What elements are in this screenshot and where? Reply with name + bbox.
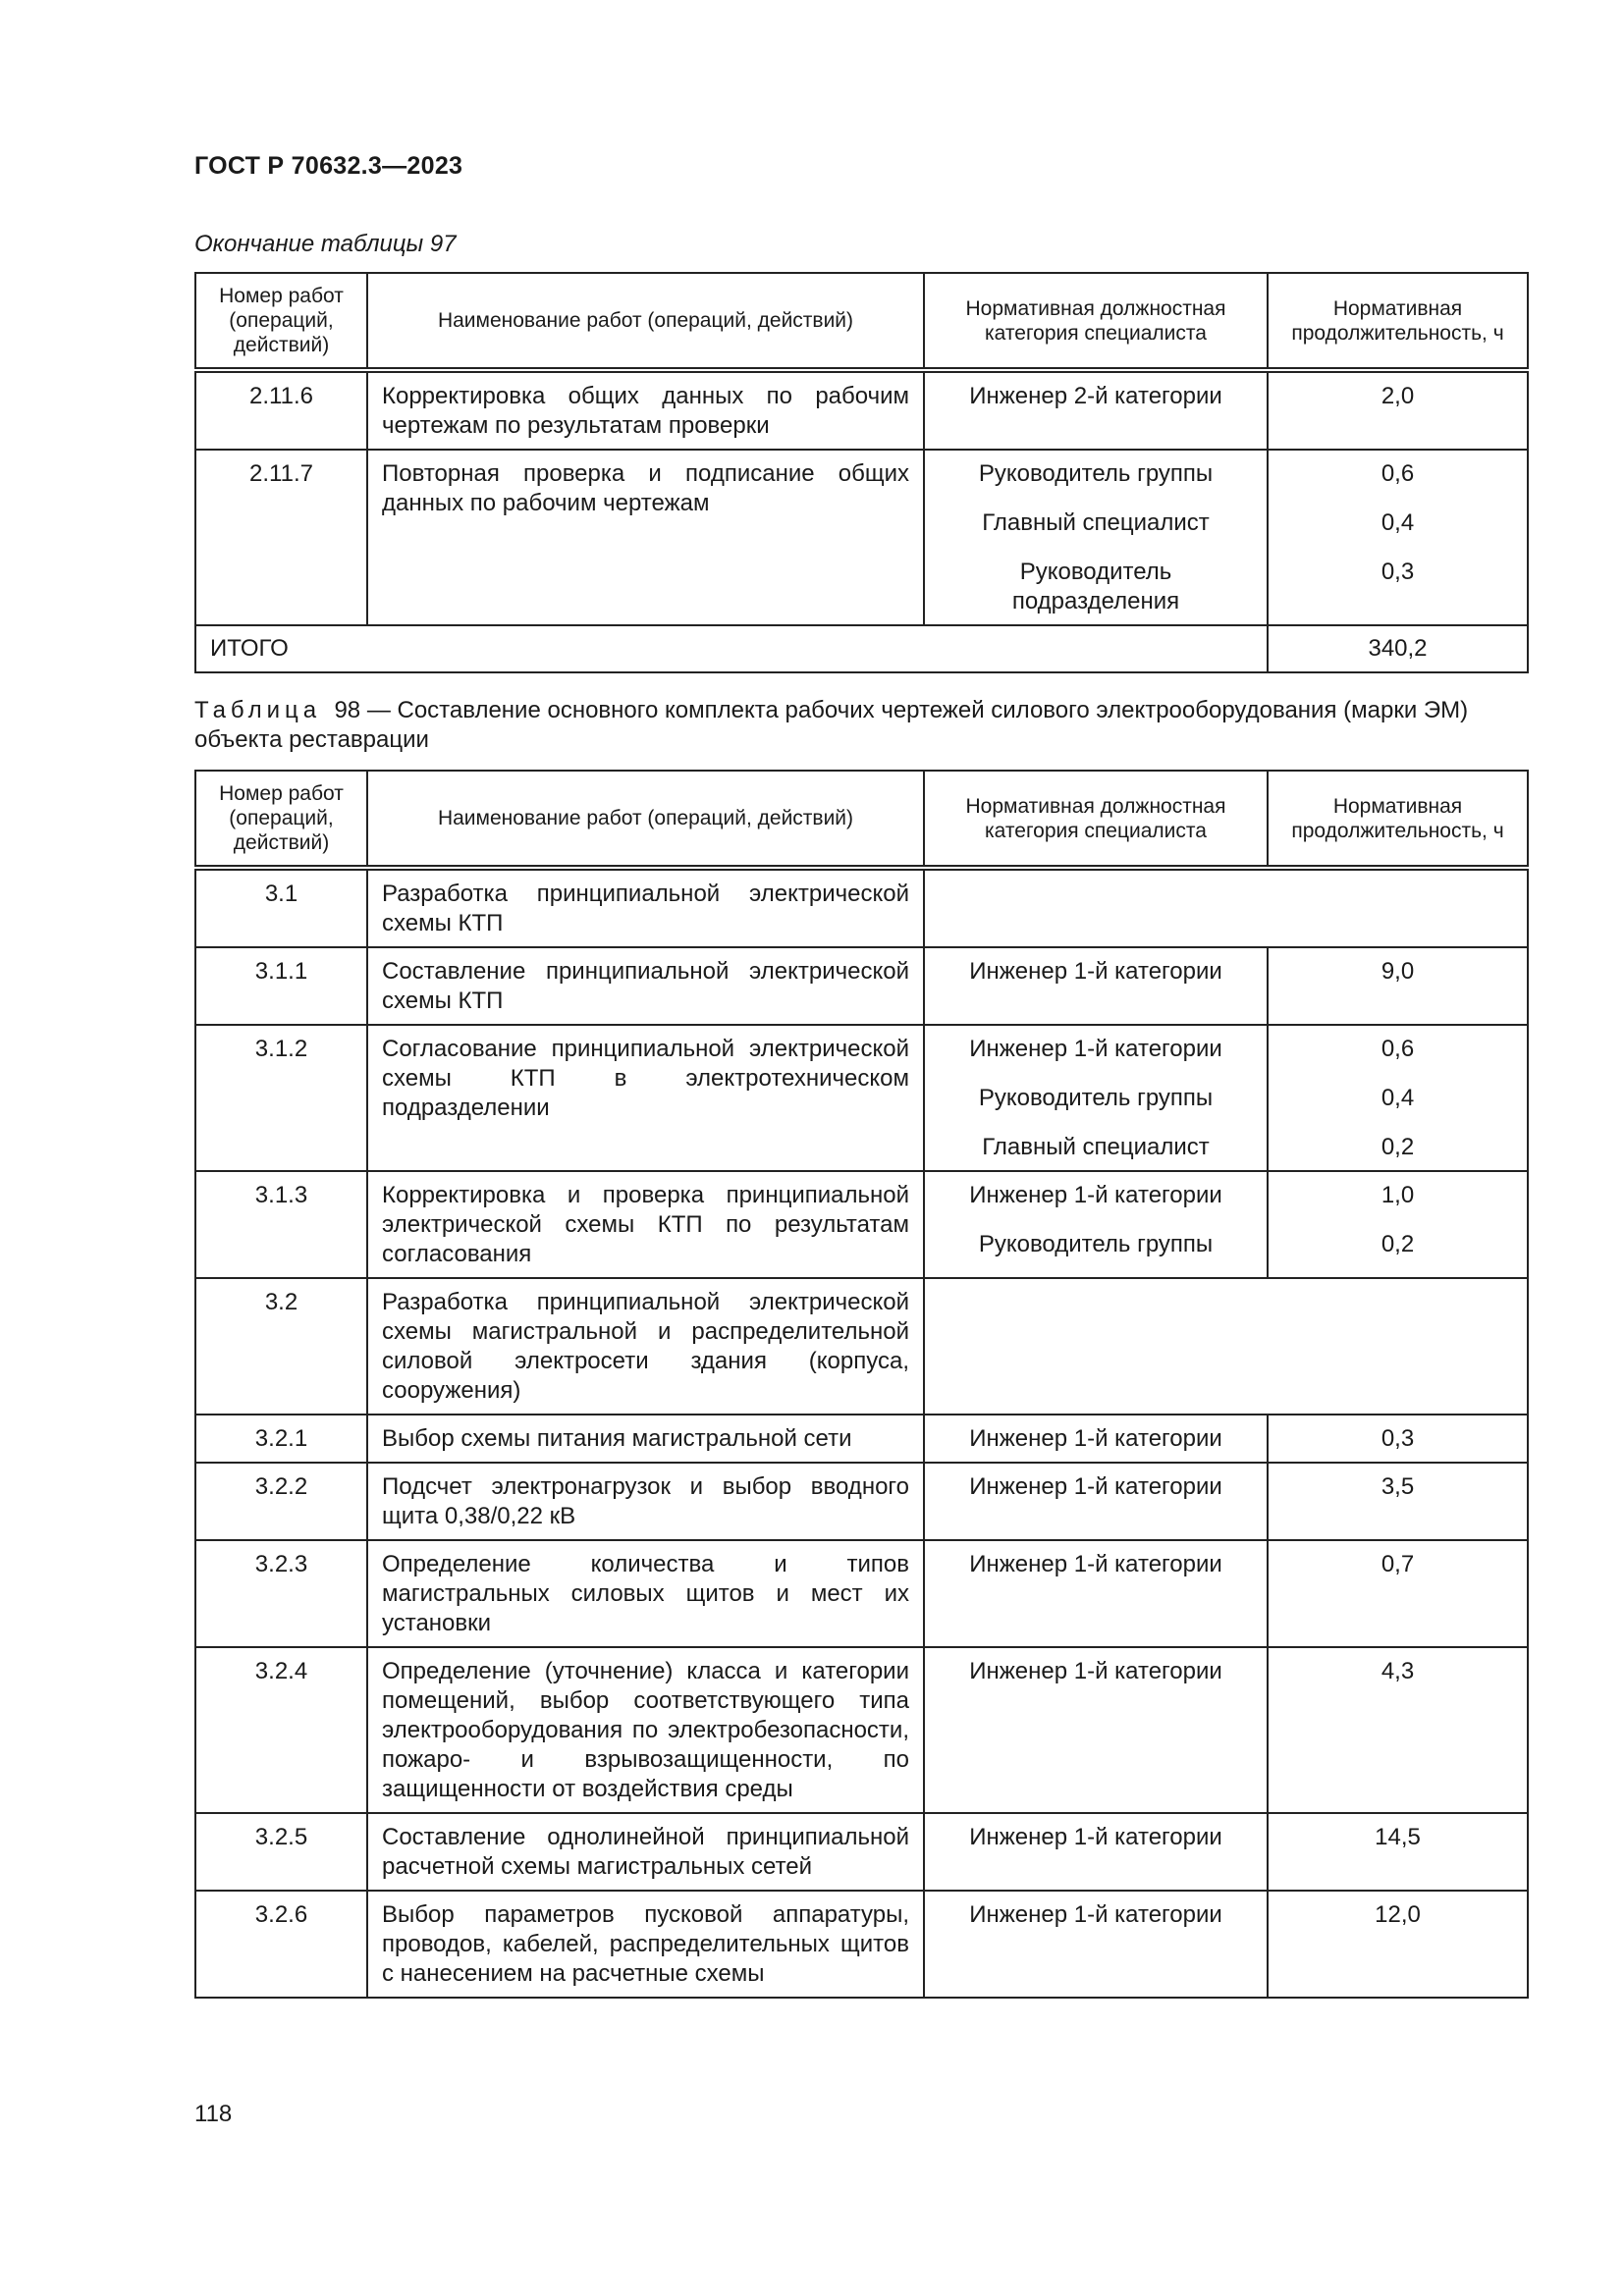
row-category: [924, 450, 1268, 625]
row-number: 2.11.7: [195, 450, 367, 625]
row-number: 2.11.6: [195, 370, 367, 450]
category-entry: Инженер 1-й категории: [969, 1824, 1222, 1850]
row-category: [924, 1813, 1268, 1891]
row-duration: [1268, 1891, 1528, 1998]
row-number: 3.1.1: [195, 947, 367, 1025]
category-entry: Инженер 1-й категории: [969, 958, 1222, 985]
table-row: [195, 450, 1528, 625]
header-category: Нормативная должностная категория специалиста: [924, 273, 1268, 370]
category-entry: Инженер 2-й категории: [969, 383, 1222, 409]
table-row: [195, 1278, 1528, 1415]
row-duration: [1268, 1813, 1528, 1891]
category-entry: Инженер 1-й категории: [969, 1036, 1222, 1062]
duration-entry: 3,5: [1380, 1473, 1415, 1500]
table-98: [194, 770, 1529, 1999]
row-empty-cell: [924, 1278, 1528, 1415]
row-number: 3.2.1: [195, 1415, 367, 1463]
table-98-caption-prefix: Таблица: [194, 697, 322, 723]
row-duration: [1268, 450, 1528, 625]
table-row: [195, 1540, 1528, 1647]
row-number: 3.2.4: [195, 1647, 367, 1813]
row-work-name: Определение количества и типов магистральных силовых щитов и мест их установки: [367, 1540, 924, 1647]
category-entry: Инженер 1-й категории: [969, 1658, 1222, 1684]
category-entry: Инженер 1-й категории: [969, 1182, 1222, 1208]
category-entry: Главный специалист: [982, 1134, 1210, 1160]
row-category: [924, 1891, 1268, 1998]
duration-entry: 0,4: [1380, 509, 1415, 536]
header-name: Наименование работ (операций, действий): [367, 273, 924, 370]
row-number: 3.2: [195, 1278, 367, 1415]
row-work-name: Повторная проверка и подписание общих данных по рабочим чертежам: [367, 450, 924, 625]
row-category: [924, 370, 1268, 450]
total-value: 340,2: [1268, 625, 1528, 672]
row-duration: [1268, 1647, 1528, 1813]
row-category: [924, 1025, 1268, 1171]
duration-entry: 0,7: [1380, 1551, 1415, 1577]
row-category: [924, 947, 1268, 1025]
table-98-caption-number: 98: [334, 697, 361, 723]
category-entry: Инженер 1-й категории: [969, 1901, 1222, 1928]
row-work-name: Составление однолинейной принципиальной расчетной схемы магистральных сетей: [367, 1813, 924, 1891]
total-row: [195, 625, 1528, 672]
row-duration: [1268, 947, 1528, 1025]
duration-entry: 0,3: [1380, 559, 1415, 585]
row-work-name: Составление принципиальной электрической схемы КТП: [367, 947, 924, 1025]
row-number: 3.2.3: [195, 1540, 367, 1647]
category-entry: Руководитель подразделения: [1011, 559, 1180, 614]
table-row: [195, 1415, 1528, 1463]
document-header: ГОСТ Р 70632.3—2023: [194, 152, 463, 180]
duration-entry: 0,6: [1380, 460, 1415, 487]
category-entry: Руководитель группы: [978, 1085, 1214, 1111]
category-entry: Главный специалист: [982, 509, 1210, 536]
duration-entry: 12,0: [1375, 1901, 1421, 1928]
row-duration: [1268, 1540, 1528, 1647]
row-duration: [1268, 1025, 1528, 1171]
row-work-name: Выбор схемы питания магистральной сети: [367, 1415, 924, 1463]
row-duration: [1268, 1415, 1528, 1463]
duration-entry: 14,5: [1375, 1824, 1421, 1850]
duration-entry: 1,0: [1380, 1182, 1415, 1208]
table-97-continuation-caption: Окончание таблицы 97: [194, 231, 457, 257]
row-work-name: Выбор параметров пусковой аппаратуры, проводов, кабелей, распределительных щитов с нанесением на расчетные схемы: [367, 1891, 924, 1998]
table-row: [195, 1891, 1528, 1998]
row-category: [924, 1647, 1268, 1813]
category-entry: Инженер 1-й категории: [969, 1473, 1222, 1500]
row-duration: [1268, 1171, 1528, 1278]
row-number: 3.2.6: [195, 1891, 367, 1998]
row-work-name: Корректировка и проверка принципиальной электрической схемы КТП по результатам согласования: [367, 1171, 924, 1278]
row-work-name: Определение (уточнение) класса и категории помещений, выбор соответствующего типа электрооборудования по электробезопасности, пожаро- и взрывозащищенности, по защищенности от воздействия среды: [367, 1647, 924, 1813]
duration-entry: 9,0: [1380, 958, 1415, 985]
row-category: [924, 1463, 1268, 1540]
page-number: 118: [194, 2101, 233, 2127]
table-97: [194, 272, 1529, 673]
duration-entry: 4,3: [1380, 1658, 1415, 1684]
duration-entry: 0,3: [1380, 1425, 1415, 1452]
header-duration: Нормативная продолжительность, ч: [1268, 771, 1528, 868]
table-row: [195, 947, 1528, 1025]
duration-entry: 0,2: [1380, 1134, 1415, 1160]
row-work-name: Согласование принципиальной электрической схемы КТП в электротехническом подразделении: [367, 1025, 924, 1171]
table-row: [195, 1647, 1528, 1813]
table-98-caption-text: — Составление основного комплекта рабочих чертежей силового электрооборудования (марки ЭМ) объекта реставрации: [194, 697, 1469, 753]
category-entry: Инженер 1-й категории: [969, 1551, 1222, 1577]
header-num: Номер работ (операций, действий): [195, 771, 367, 868]
table-row: [195, 1463, 1528, 1540]
row-category: [924, 1415, 1268, 1463]
row-duration: [1268, 1463, 1528, 1540]
row-number: 3.2.5: [195, 1813, 367, 1891]
row-work-name: Корректировка общих данных по рабочим чертежам по результатам проверки: [367, 370, 924, 450]
table-row: [195, 1025, 1528, 1171]
duration-entry: 0,6: [1380, 1036, 1415, 1062]
table-98-caption: [194, 696, 1520, 755]
header-name: Наименование работ (операций, действий): [367, 771, 924, 868]
duration-entry: 2,0: [1380, 383, 1415, 409]
row-empty-cell: [924, 868, 1528, 947]
table-header-row: [195, 273, 1528, 370]
header-duration: Нормативная продолжительность, ч: [1268, 273, 1528, 370]
header-num: Номер работ (операций, действий): [195, 273, 367, 370]
row-work-name: Разработка принципиальной электрической схемы КТП: [367, 868, 924, 947]
header-category: Нормативная должностная категория специалиста: [924, 771, 1268, 868]
category-entry: Руководитель группы: [978, 460, 1214, 487]
category-entry: Инженер 1-й категории: [969, 1425, 1222, 1452]
row-number: 3.1: [195, 868, 367, 947]
row-duration: [1268, 370, 1528, 450]
row-number: 3.2.2: [195, 1463, 367, 1540]
row-number: 3.1.3: [195, 1171, 367, 1278]
row-category: [924, 1171, 1268, 1278]
duration-entry: 0,2: [1380, 1231, 1415, 1257]
table-row: [195, 1171, 1528, 1278]
row-number: 3.1.2: [195, 1025, 367, 1171]
row-work-name: Разработка принципиальной электрической схемы магистральной и распределительной силовой электросети здания (корпуса, сооружения): [367, 1278, 924, 1415]
table-row: [195, 1813, 1528, 1891]
duration-entry: 0,4: [1380, 1085, 1415, 1111]
row-category: [924, 1540, 1268, 1647]
total-label: ИТОГО: [195, 625, 1268, 672]
table-header-row: [195, 771, 1528, 868]
table-row: [195, 868, 1528, 947]
category-entry: Руководитель группы: [978, 1231, 1214, 1257]
row-work-name: Подсчет электронагрузок и выбор вводного щита 0,38/0,22 кВ: [367, 1463, 924, 1540]
table-row: [195, 370, 1528, 450]
